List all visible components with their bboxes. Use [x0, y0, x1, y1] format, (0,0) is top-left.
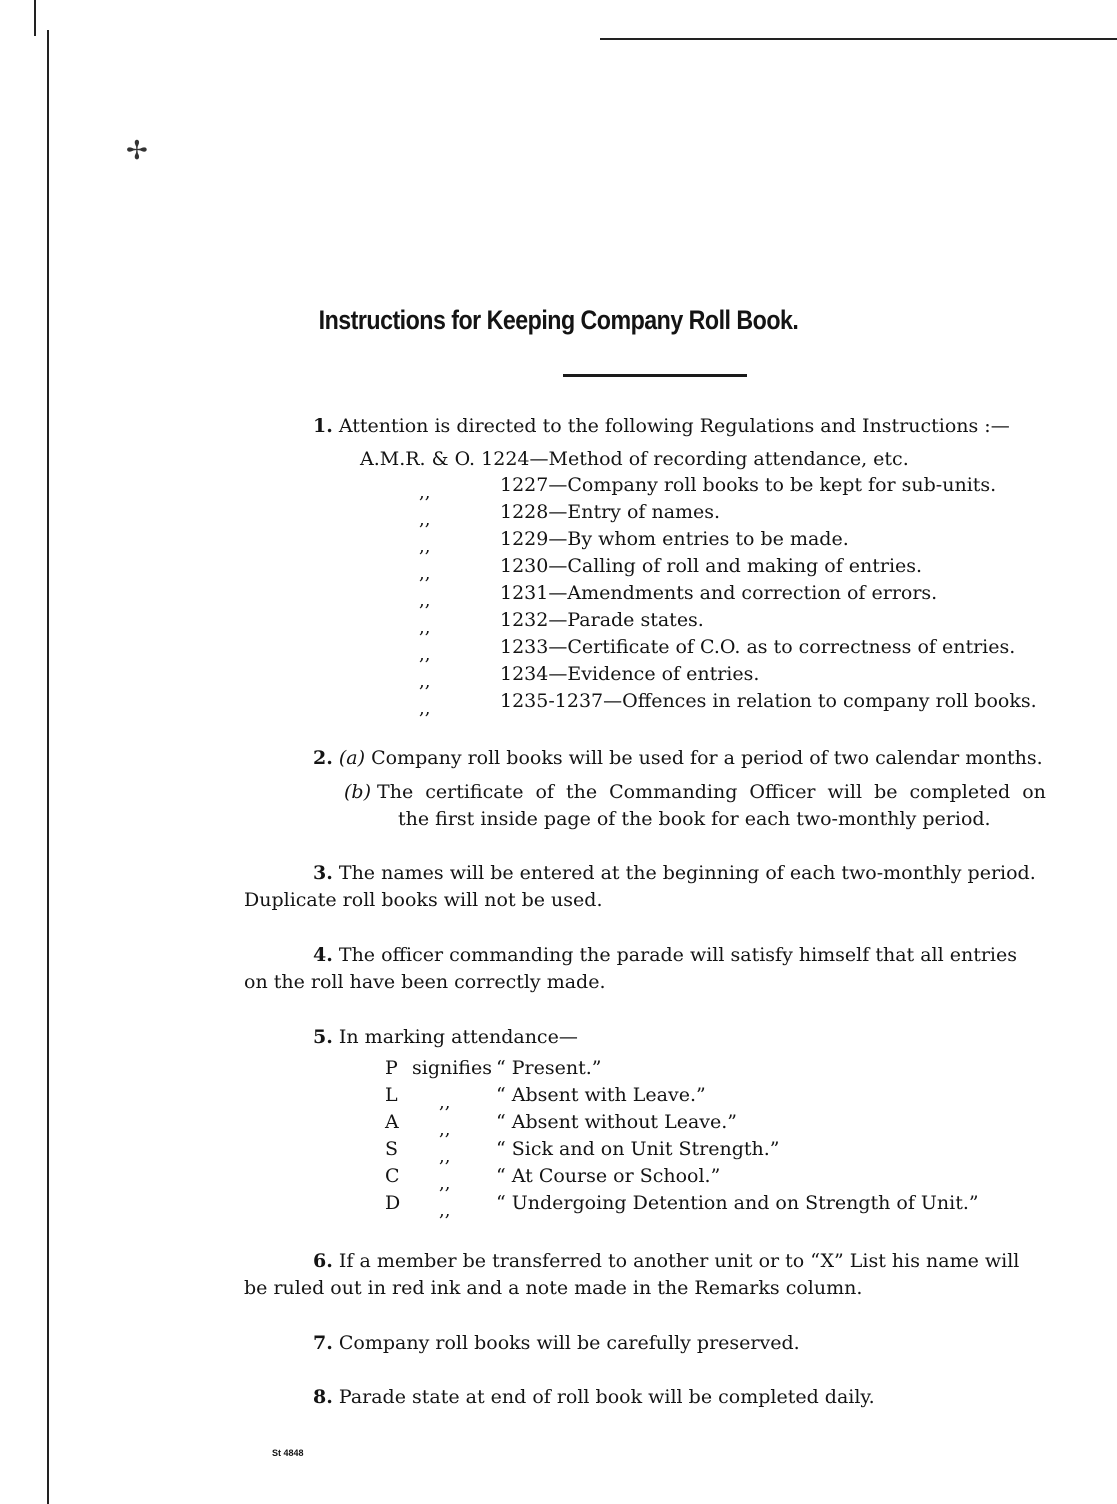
ditto-mark: ,, [419, 590, 431, 611]
section-2b-text-line-2: the first inside page of the book for each two-monthly period. [398, 808, 991, 830]
section-2b [344, 779, 1066, 806]
regulation-item: 1230—Calling of roll and making of entries. [500, 555, 923, 577]
section-2a-label: (a) [338, 747, 366, 769]
attendance-meaning: “ At Course or School.” [496, 1165, 721, 1187]
section-8 [313, 1384, 875, 1411]
ditto-mark: ,, [439, 1146, 451, 1167]
section-7 [313, 1330, 800, 1357]
page-title: Instructions for Keeping Company Roll Book. [318, 305, 799, 335]
section-1-intro [313, 413, 1010, 440]
section-8-number: 8. [313, 1386, 333, 1408]
ditto-mark: ,, [419, 563, 431, 584]
section-4-line-2: on the roll have been correctly made. [244, 971, 606, 993]
section-4-text: The officer commanding the parade will satisfy himself that all entries [338, 944, 1017, 966]
ditto-mark: ,, [419, 482, 431, 503]
attendance-meaning: “ Undergoing Detention and on Strength of Unit.” [496, 1192, 979, 1214]
section-6-line-2: be ruled out in red ink and a note made in the Remarks column. [244, 1277, 863, 1299]
attendance-code: S [385, 1138, 399, 1160]
regulation-item: 1231—Amendments and correction of errors. [500, 582, 938, 604]
section-5-intro-text: In marking attendance— [338, 1026, 578, 1048]
attendance-code: L [385, 1084, 398, 1106]
section-3-line-2: Duplicate roll books will not be used. [244, 889, 603, 911]
section-2a [313, 745, 1043, 772]
regulation-item-1224: 1224—Method of recording attendance, etc. [481, 448, 909, 470]
section-3-text: The names will be entered at the beginning of each two-monthly period. [338, 862, 1036, 884]
regulation-item: 1229—By whom entries to be made. [500, 528, 849, 550]
attendance-meaning: “ Absent without Leave.” [496, 1111, 738, 1133]
left-scan-edge [47, 30, 49, 1504]
top-left-scan-edge [34, 0, 36, 36]
section-2b-label: (b) [344, 781, 371, 803]
section-8-text: Parade state at end of roll book will be completed daily. [338, 1386, 875, 1408]
section-1-intro-text: Attention is directed to the following Regulations and Instructions :— [338, 415, 1010, 437]
ditto-mark: ,, [439, 1092, 451, 1113]
section-3-line-1 [313, 860, 1036, 887]
section-7-text: Company roll books will be carefully preserved. [338, 1332, 800, 1354]
section-2b-text-line-1: The certificate of the Commanding Officer will be completed on [377, 781, 1046, 803]
section-4-line-1 [313, 942, 1017, 969]
ditto-mark: ,, [439, 1173, 451, 1194]
section-1-number: 1. [313, 415, 333, 437]
corner-mark-icon: ✢ [126, 136, 148, 166]
regulation-item: 1235-1237—Offences in relation to company roll books. [500, 690, 1037, 712]
section-6-line-1 [313, 1248, 1019, 1275]
title-underline [563, 374, 747, 377]
ditto-mark: ,, [439, 1119, 451, 1140]
regulation-item: 1233—Certificate of C.O. as to correctness of entries. [500, 636, 1016, 658]
attendance-meaning: “ Absent with Leave.” [496, 1084, 706, 1106]
ditto-mark: ,, [419, 509, 431, 530]
section-5-number: 5. [313, 1026, 333, 1048]
ditto-mark: ,, [419, 617, 431, 638]
section-6-text: If a member be transferred to another unit or to “X” List his name will [338, 1250, 1020, 1272]
section-7-number: 7. [313, 1332, 333, 1354]
regulation-prefix: A.M.R. & O. [360, 448, 476, 470]
ditto-mark: ,, [419, 644, 431, 665]
section-2a-text: Company roll books will be used for a period of two calendar months. [371, 747, 1043, 769]
regulation-item: 1228—Entry of names. [500, 501, 721, 523]
regulation-item: 1234—Evidence of entries. [500, 663, 760, 685]
section-4-number: 4. [313, 944, 333, 966]
ditto-mark: ,, [419, 698, 431, 719]
printer-code: St 4848 [272, 1448, 304, 1458]
attendance-code: C [385, 1165, 400, 1187]
ditto-mark: ,, [419, 671, 431, 692]
attendance-meaning: “ Present.” [496, 1057, 602, 1079]
regulation-item: 1227—Company roll books to be kept for sub-units. [500, 474, 997, 496]
section-3-number: 3. [313, 862, 333, 884]
ditto-mark: ,, [439, 1200, 451, 1221]
section-6-number: 6. [313, 1250, 333, 1272]
attendance-code: D [385, 1192, 401, 1214]
regulation-first-line [360, 446, 909, 473]
section-5-intro [313, 1024, 578, 1051]
attendance-code: A [385, 1111, 399, 1133]
attendance-meaning: “ Sick and on Unit Strength.” [496, 1138, 780, 1160]
top-scan-edge [600, 38, 1117, 40]
ditto-mark: ,, [419, 536, 431, 557]
attendance-code: P [385, 1057, 398, 1079]
section-2-number: 2. [313, 747, 333, 769]
signifies-label: signifies [412, 1057, 492, 1079]
regulation-item: 1232—Parade states. [500, 609, 704, 631]
